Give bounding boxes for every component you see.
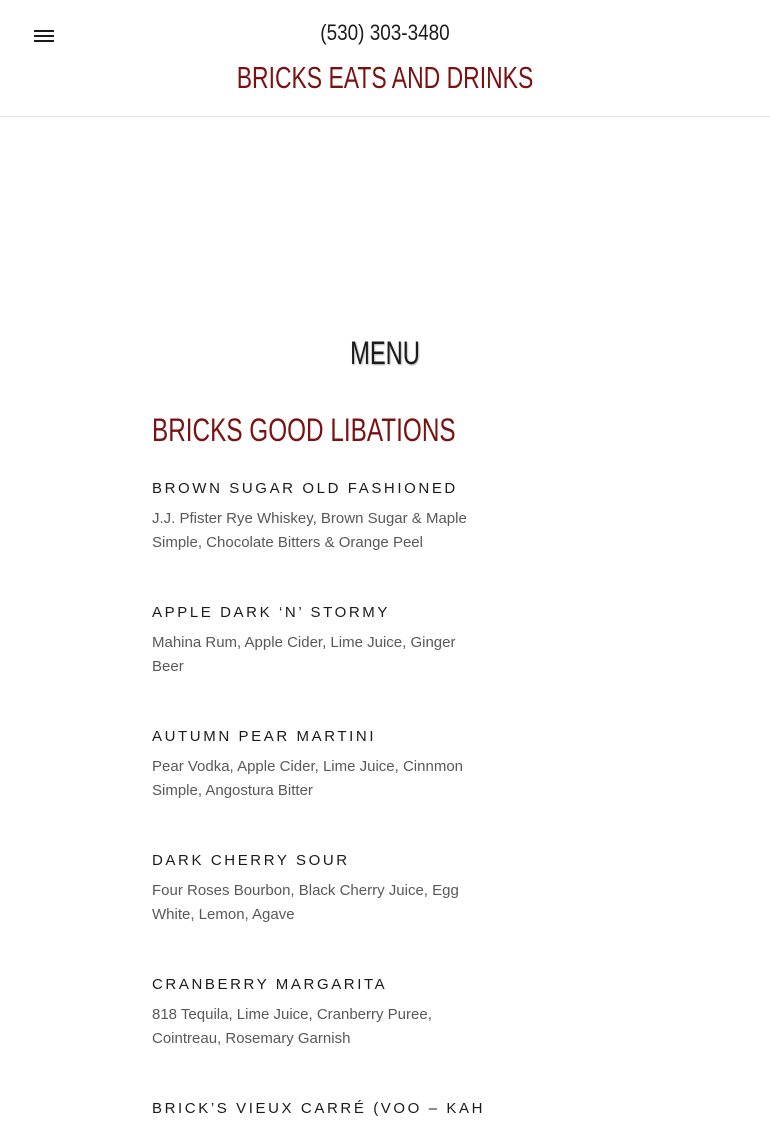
site-title[interactable]: BRICKS EATS AND DRINKS [236,60,534,95]
menu-item-description: Pear Vodka, Apple Cider, Lime Juice, Cinnmon Simple, Angostura Bitter [152,758,464,799]
menu-item [152,1097,486,1121]
category-title: BRICKS GOOD LIBATIONS [152,412,456,448]
menu-item-name: BROWN SUGAR OLD FASHIONED [152,480,458,497]
menu-item-name: APPLE DARK ‘N’ STORMY [152,604,390,621]
menu-item [152,601,482,679]
menu-item-name: CRANBERRY MARGARITA [152,976,388,993]
menu-item-description: 818 Tequila, Lime Juice, Cranberry Puree, Cointreau, Rosemary Garnish [152,1006,432,1047]
menu-item-description: J.J. Pfister Rye Whiskey, Brown Sugar & Maple Simple, Chocolate Bitters & Orange Peel [152,510,467,551]
menu-item-description: Four Roses Bourbon, Black Cherry Juice, Egg White, Lemon, Agave [152,882,459,923]
site-header [0,0,770,117]
menu-item-description: Mahina Rum, Apple Cider, Lime Juice, Ginger Beer [152,634,456,675]
menu-item-name: BRICK’S VIEUX CARRÉ (VOO – KAH [152,1100,486,1117]
phone-link[interactable]: (530) 303-3480 [320,20,450,45]
menu-item [152,849,482,927]
menu-item [152,725,482,803]
section-title: MENU [350,335,420,371]
menu-item [152,477,482,555]
menu-item-name: DARK CHERRY SOUR [152,852,350,869]
menu-item-name: AUTUMN PEAR MARTINI [152,728,377,745]
menu-item [152,973,482,1051]
